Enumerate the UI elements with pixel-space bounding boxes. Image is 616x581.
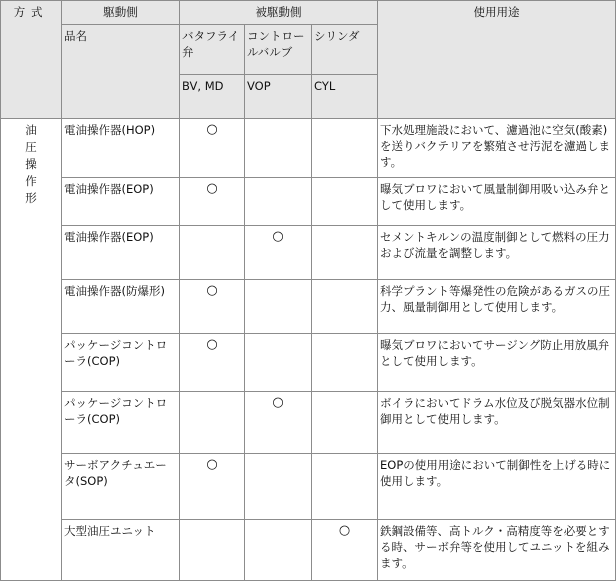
cyl-mark [312, 334, 378, 392]
cyl-code-header: CYL [312, 75, 378, 119]
butterfly-valve-header: バタフライ弁 [180, 25, 245, 75]
usage-cell: 曝気ブロワにおいてサージング防止用放風弁として使用します。 [378, 334, 616, 392]
bv-mark: ○ [180, 454, 245, 520]
product-name-cell: サーボアクチュエータ(SOP) [62, 454, 180, 520]
usage-cell: ボイラにおいてドラム水位及び脱気器水位制御用として使用します。 [378, 392, 616, 454]
product-name-cell: 大型油圧ユニット [62, 520, 180, 581]
usage-header: 使用用途 [378, 1, 616, 119]
usage-cell: 科学プラント等爆発性の危険があるガスの圧力、風量制御用として使用します。 [378, 280, 616, 334]
bv-mark: ○ [180, 178, 245, 226]
cylinder-header: シリンダ [312, 25, 378, 75]
usage-cell: EOPの使用用途において制御性を上げる時に使用します。 [378, 454, 616, 520]
bv-mark: ○ [180, 334, 245, 392]
vop-mark [245, 119, 312, 178]
product-name-cell: パッケージコントローラ(COP) [62, 334, 180, 392]
driven-side-header: 被駆動側 [180, 1, 378, 25]
bv-mark: ○ [180, 119, 245, 178]
bv-code-header: BV, MD [180, 75, 245, 119]
bv-mark [180, 226, 245, 280]
table-row [1, 119, 616, 178]
table-row [1, 226, 616, 280]
usage-cell: 曝気ブロワにおいて風量制御用吸い込み弁として使用します。 [378, 178, 616, 226]
vop-code-header: VOP [245, 75, 312, 119]
cyl-mark [312, 280, 378, 334]
vop-mark [245, 334, 312, 392]
header-row-1 [1, 1, 616, 25]
method-header: 方式 [1, 1, 62, 119]
usage-cell: セメントキルンの温度制御として燃料の圧力および流量を調整します。 [378, 226, 616, 280]
cyl-mark [312, 178, 378, 226]
cyl-mark [312, 119, 378, 178]
table-row [1, 334, 616, 392]
bv-mark [180, 392, 245, 454]
table-row [1, 392, 616, 454]
cyl-mark [312, 392, 378, 454]
vop-mark [245, 178, 312, 226]
product-name-header: 品名 [62, 25, 180, 119]
method-value: 油圧操作形 [1, 119, 62, 581]
cyl-mark: ○ [312, 520, 378, 581]
cyl-mark [312, 226, 378, 280]
vop-mark [245, 280, 312, 334]
drive-side-header: 駆動側 [62, 1, 180, 25]
vop-mark: ○ [245, 392, 312, 454]
table-row [1, 178, 616, 226]
table-row [1, 280, 616, 334]
table-row [1, 520, 616, 581]
vop-mark: ○ [245, 226, 312, 280]
vop-mark [245, 454, 312, 520]
product-name-cell: 電油操作器(EOP) [62, 226, 180, 280]
usage-cell: 鉄鋼設備等、高トルク・高精度等を必要とする時、サーボ弁等を使用してユニットを組みます。 [378, 520, 616, 581]
product-name-cell: 電油操作器(防爆形) [62, 280, 180, 334]
table-row [1, 454, 616, 520]
vop-mark [245, 520, 312, 581]
product-name-cell: パッケージコントローラ(COP) [62, 392, 180, 454]
bv-mark: ○ [180, 280, 245, 334]
product-name-cell: 電油操作器(EOP) [62, 178, 180, 226]
control-valve-header: コントロールバルブ [245, 25, 312, 75]
product-name-cell: 電油操作器(HOP) [62, 119, 180, 178]
bv-mark [180, 520, 245, 581]
usage-cell: 下水処理施設において、濾過池に空気(酸素)を送りバクテリアを繁殖させ汚泥を濾過します。 [378, 119, 616, 178]
cyl-mark [312, 454, 378, 520]
